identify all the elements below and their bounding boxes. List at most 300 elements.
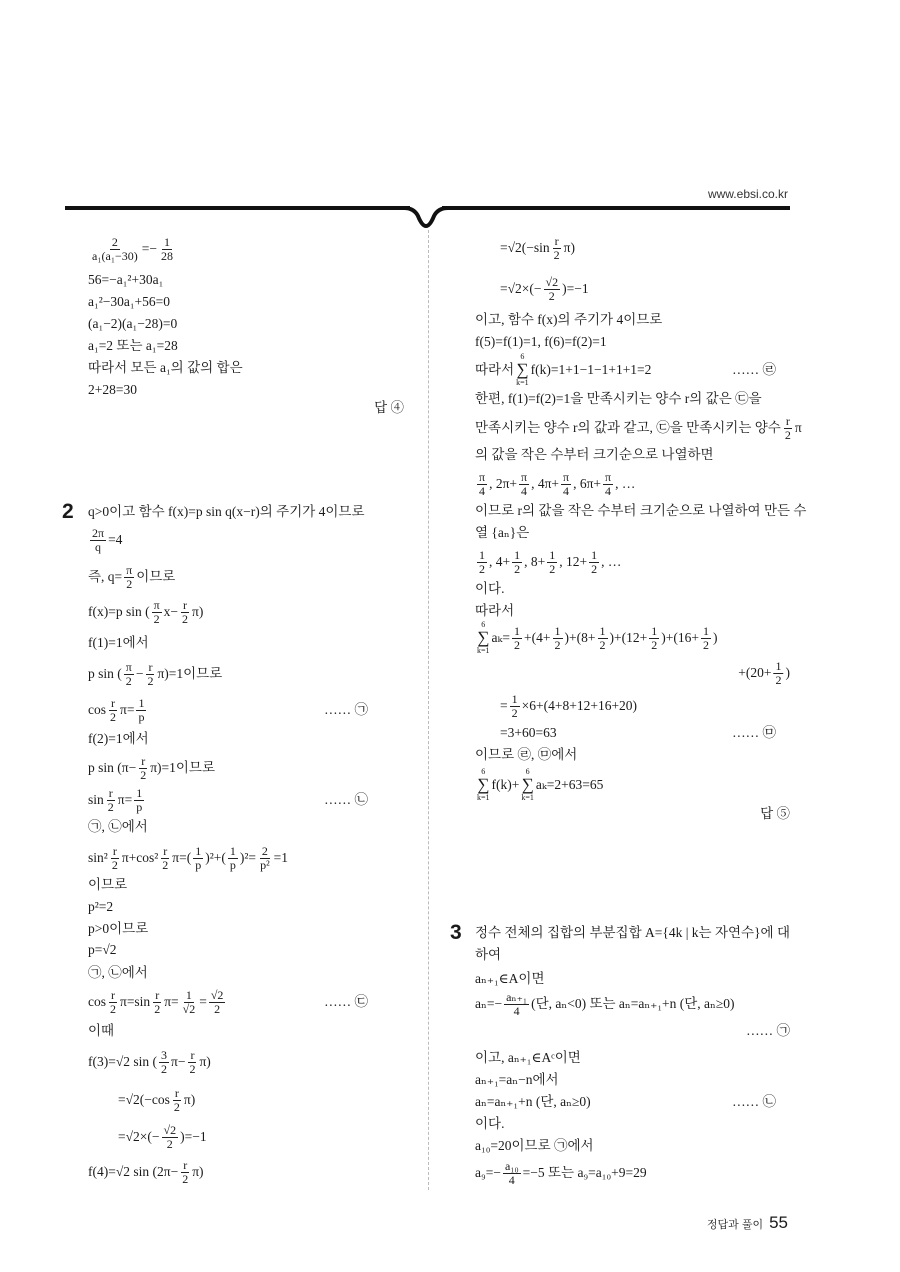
text: 이므로: [88, 877, 128, 892]
numerator: r: [112, 843, 117, 858]
text: 의 값을 작은 수부터 크기순으로 나열하면: [475, 447, 714, 462]
denominator: 2: [514, 561, 521, 576]
text: p>0이므로: [88, 921, 149, 936]
text: 이다.: [475, 581, 505, 596]
text: 답 ④: [374, 400, 404, 415]
text: ㉠, ㉡에서: [88, 819, 148, 834]
text: p sin (π−: [88, 760, 137, 775]
denominator: a₁(a₁−30): [92, 248, 138, 263]
text: =√2(−cos: [118, 1092, 170, 1107]
text: =−: [141, 241, 158, 256]
denominator: 4: [563, 483, 570, 498]
numerator: 1: [775, 658, 782, 673]
solution-line: [88, 525, 123, 554]
answer-mark: [760, 802, 790, 826]
text: …… ㉤: [732, 725, 776, 740]
summation: [521, 767, 534, 803]
solution-line: [88, 334, 178, 358]
numerator: π: [521, 469, 528, 484]
denominator: 28: [161, 248, 174, 263]
text: 답 ⑤: [760, 806, 790, 821]
solution-line: [475, 547, 622, 576]
denominator: 2: [702, 637, 709, 652]
text: f(1)=1에서: [88, 635, 149, 650]
fraction: [124, 564, 134, 591]
text: …… ㉡: [732, 1094, 776, 1109]
numerator: 1: [599, 623, 606, 638]
footer-label: 정답과 풀이: [706, 1219, 764, 1231]
text: )+(8+: [564, 630, 596, 645]
numerator: r: [108, 785, 113, 800]
summation: [477, 767, 490, 803]
text: π): [563, 240, 575, 255]
fraction: [90, 236, 140, 263]
footer: [707, 1213, 788, 1233]
text: )²+(: [205, 850, 226, 865]
text: , 4+: [489, 554, 511, 569]
solution-line: [475, 620, 718, 655]
text: , 2π+: [489, 476, 517, 491]
solution-line: [475, 521, 529, 545]
fraction: [553, 625, 563, 652]
denominator: 4: [605, 483, 612, 498]
numerator: r: [111, 695, 115, 710]
numerator: 1: [702, 623, 709, 638]
fraction: [512, 625, 522, 652]
fraction: [477, 549, 487, 576]
solution-line: [88, 631, 149, 655]
numerator: 1: [511, 691, 518, 706]
solution-line: [475, 387, 762, 411]
denominator: 2: [110, 1001, 116, 1016]
solution-line: [118, 1085, 196, 1114]
text: π=(: [172, 850, 192, 865]
fraction: [159, 236, 175, 263]
solution-line: [475, 1134, 594, 1158]
denominator: 2: [514, 637, 521, 652]
solution-line: [475, 499, 806, 523]
sum-upper: 6: [525, 767, 530, 776]
text: cos: [88, 702, 106, 717]
sigma-icon: ∑: [477, 775, 490, 794]
fraction: [209, 989, 226, 1016]
numerator: π: [605, 469, 612, 484]
numerator: π: [479, 469, 486, 484]
solution-line: [738, 658, 790, 687]
fraction: [598, 625, 608, 652]
numerator: √2: [210, 987, 224, 1002]
equation-tag: [732, 721, 776, 745]
equation-tag: [324, 788, 368, 812]
numerator: r: [163, 843, 168, 858]
numerator: π: [125, 659, 132, 674]
fraction: [547, 549, 557, 576]
denominator: 2: [548, 288, 555, 303]
denominator: p: [195, 857, 202, 872]
text: π+cos²: [121, 850, 159, 865]
solution-line: [475, 1068, 559, 1092]
denominator: √2: [182, 1001, 196, 1016]
text: )=−1: [562, 281, 589, 296]
denominator: 4: [521, 483, 528, 498]
fraction: [152, 599, 162, 626]
text: a₁₀=20이므로 ㉠에서: [475, 1138, 594, 1153]
numerator: r: [183, 1157, 188, 1172]
denominator: 2: [126, 576, 133, 591]
numerator: 1: [138, 695, 145, 710]
solution-line: [88, 234, 177, 263]
text: 따라서: [475, 362, 515, 377]
numerator: r: [155, 987, 160, 1002]
text: π)=1이므로: [157, 666, 223, 681]
denominator: 2: [479, 561, 485, 576]
text: π−: [171, 1054, 186, 1069]
text: f(x)=p sin (: [88, 604, 150, 619]
text: π): [192, 604, 204, 619]
equation-tag: [732, 358, 776, 382]
numerator: r: [554, 233, 559, 248]
denominator: 2: [162, 857, 169, 872]
header-notch: [404, 200, 448, 230]
text: +(4+: [524, 630, 551, 645]
fraction: [701, 625, 711, 652]
text: …… ㉠: [746, 1023, 790, 1038]
summation: [477, 620, 490, 656]
text: 이므로 ㉣, ㉤에서: [475, 747, 578, 762]
fraction: [108, 989, 118, 1016]
text: =√2(−sin: [500, 240, 550, 255]
text: π): [199, 1054, 211, 1069]
solution-line: [88, 987, 227, 1016]
fraction: [504, 991, 529, 1018]
text: a₁²−30a₁+56=0: [88, 294, 171, 309]
solution-line: [475, 469, 636, 498]
text: ×6+(4+8+12+16+20): [521, 698, 638, 713]
numerator: 1: [195, 843, 202, 858]
denominator: 2: [182, 1171, 189, 1186]
denominator: p: [136, 799, 143, 814]
fraction: [258, 845, 272, 872]
text: π=: [164, 994, 179, 1009]
denominator: p: [229, 857, 236, 872]
text: ㉠, ㉡에서: [88, 965, 148, 980]
text: 하여: [475, 947, 502, 962]
solution-line: [475, 308, 662, 332]
text: 만족시키는 양수 r의 값과 같고, ㉢을 만족시키는 양수: [475, 420, 781, 435]
solution-line: [88, 597, 204, 626]
text: a₁=2 또는 a₁=28: [88, 338, 178, 353]
fraction: [649, 625, 659, 652]
text: 따라서: [475, 603, 515, 618]
text: aₖ=: [491, 630, 511, 645]
solution-line: [475, 767, 604, 802]
text: …… ㉠: [324, 702, 368, 717]
text: π=: [117, 792, 133, 807]
fraction: [603, 471, 613, 498]
numerator: 1: [591, 547, 598, 562]
denominator: 2: [214, 1001, 221, 1016]
fraction: [783, 415, 793, 442]
text: , 6π+: [573, 476, 601, 491]
solution-line: [500, 691, 638, 720]
text: =: [500, 698, 508, 713]
denominator: 2: [161, 1061, 168, 1076]
answer-mark: [374, 396, 404, 420]
denominator: 2: [153, 611, 160, 626]
numerator: r: [111, 987, 115, 1002]
denominator: 2: [775, 672, 782, 687]
header-rule-left: [65, 206, 410, 210]
problem-number-3: 3: [450, 921, 462, 944]
text: f(k)+: [491, 777, 520, 792]
text: q>0이고 함수 f(x)=p sin q(x−r)의 주기가 4이므로: [88, 504, 365, 519]
text: )=−1: [180, 1129, 207, 1144]
solution-line: [88, 290, 170, 314]
numerator: 1: [514, 623, 521, 638]
fraction: [512, 549, 522, 576]
header-rule-right: [442, 206, 790, 210]
text: 이다.: [475, 1116, 505, 1131]
text: , …: [615, 476, 636, 491]
page-number: 55: [769, 1213, 788, 1232]
numerator: r: [148, 659, 153, 674]
equation-tag: [324, 990, 368, 1014]
text: f(4)=√2 sin (2π−: [88, 1164, 179, 1179]
text: p sin (: [88, 666, 122, 681]
fraction: [162, 1124, 179, 1151]
text: =4: [108, 532, 123, 547]
fraction: [561, 471, 571, 498]
text: π: [794, 420, 802, 435]
text: =3+60=63: [500, 725, 557, 740]
solution-line: [88, 659, 223, 688]
numerator: π: [126, 562, 133, 577]
numerator: 1: [136, 785, 143, 800]
denominator: 4: [513, 1003, 520, 1018]
text: π=: [120, 702, 135, 717]
denominator: 2: [166, 1136, 173, 1151]
text: 이고, aₙ₊₁∈Aᶜ이면: [475, 1050, 581, 1065]
text: (단, aₙ<0) 또는 aₙ=aₙ₊₁+n (단, aₙ≥0): [531, 996, 735, 1011]
text: 정수 전체의 집합의 부분집합 A={4k | k는 자연수}에 대: [475, 925, 791, 940]
solution-line: [475, 921, 790, 945]
denominator: 2: [511, 705, 518, 720]
fraction: [110, 845, 120, 872]
numerator: a₁₀: [504, 1158, 519, 1173]
fraction: [503, 1160, 521, 1187]
sum-upper: 6: [481, 767, 486, 776]
text: 56=−a₁²+30a₁: [88, 272, 164, 287]
denominator: 2: [554, 637, 561, 652]
solution-line: [475, 443, 714, 467]
fraction: [180, 1159, 190, 1186]
fraction: [160, 845, 170, 872]
denominator: 2: [599, 637, 606, 652]
denominator: 2: [591, 561, 598, 576]
fraction: [145, 661, 155, 688]
numerator: π: [563, 469, 570, 484]
numerator: √2: [545, 274, 559, 289]
numerator: 2: [261, 843, 268, 858]
sum-lower: k=1: [477, 793, 490, 802]
equation-tag: [746, 1019, 790, 1043]
numerator: r: [183, 597, 188, 612]
sum-lower: k=1: [477, 646, 490, 655]
text: =√2×(−: [118, 1129, 160, 1144]
sigma-icon: ∑: [516, 360, 529, 379]
column-divider: [428, 230, 429, 1190]
text: )+(16+: [661, 630, 699, 645]
solution-line: [88, 695, 148, 724]
solution-line: [475, 1158, 647, 1187]
solution-line: [475, 352, 652, 387]
text: , 12+: [559, 554, 588, 569]
fraction: [152, 989, 162, 1016]
denominator: 2: [140, 767, 147, 782]
fraction: [228, 845, 238, 872]
text: sin²: [88, 850, 108, 865]
solution-line: [88, 843, 289, 872]
denominator: 2: [110, 709, 116, 724]
text: =−5 또는 a₉=a₁₀+9=29: [522, 1165, 647, 1180]
denominator: 2: [651, 637, 658, 652]
numerator: 1: [651, 623, 658, 638]
numerator: r: [174, 1085, 179, 1100]
solution-line: [118, 1122, 207, 1151]
numerator: 2: [111, 234, 118, 249]
text: (a₁−2)(a₁−28)=0: [88, 316, 178, 331]
fraction: [108, 697, 118, 724]
denominator: 2: [549, 561, 556, 576]
text: f(5)=f(1)=1, f(6)=f(2)=1: [475, 334, 607, 349]
solution-line: [475, 743, 577, 767]
solution-line: [88, 562, 176, 591]
solution-line: [500, 274, 589, 303]
sigma-icon: ∑: [521, 775, 534, 794]
fraction: [124, 661, 134, 688]
solution-line: [88, 378, 137, 402]
solution-line: [88, 895, 113, 919]
text: =: [199, 994, 207, 1009]
text: −: [135, 666, 144, 681]
numerator: 1: [229, 843, 236, 858]
solution-line: [475, 577, 504, 601]
fraction: [187, 1049, 197, 1076]
numerator: 3: [161, 1047, 168, 1062]
solution-line: [475, 413, 802, 442]
sum-upper: 6: [520, 352, 525, 361]
solution-line: [88, 312, 177, 336]
solution-line: [88, 1019, 114, 1043]
sum-lower: k=1: [516, 378, 529, 387]
text: , …: [601, 554, 622, 569]
sum-lower: k=1: [521, 793, 534, 802]
text: π=sin: [120, 994, 151, 1009]
denominator: 2: [189, 1061, 196, 1076]
numerator: π: [153, 597, 160, 612]
numerator: r: [190, 1047, 195, 1062]
text: =√2×(−: [500, 281, 542, 296]
numerator: 1: [164, 234, 171, 249]
text: 이고, 함수 f(x)의 주기가 4이므로: [475, 312, 663, 327]
text: …… ㉡: [324, 792, 368, 807]
numerator: 1: [554, 623, 561, 638]
fraction: [544, 276, 561, 303]
fraction: [519, 471, 529, 498]
text: …… ㉢: [324, 994, 368, 1009]
denominator: 2: [173, 1099, 180, 1114]
denominator: 2: [154, 1001, 161, 1016]
text: aₙ₊₁∈A이면: [475, 971, 545, 986]
fraction: [589, 549, 599, 576]
text: aₙ₊₁=aₙ−n에서: [475, 1072, 559, 1087]
fraction: [138, 755, 148, 782]
text: f(2)=1에서: [88, 731, 149, 746]
fraction: [106, 787, 116, 814]
text: x−: [163, 604, 179, 619]
solution-line: [475, 330, 607, 354]
text: 즉, q=: [88, 569, 123, 584]
text: π): [183, 1092, 196, 1107]
text: ): [785, 665, 790, 680]
solution-line: [88, 1047, 211, 1076]
text: =1: [273, 850, 289, 865]
denominator: 4: [479, 483, 486, 498]
denominator: 2: [553, 247, 560, 262]
denominator: 2: [111, 857, 118, 872]
solution-line: [88, 356, 243, 380]
text: aₙ=−: [475, 996, 503, 1011]
fraction: [159, 1049, 169, 1076]
solution-line: [88, 268, 163, 292]
text: p²=2: [88, 899, 114, 914]
solution-line: [475, 1090, 591, 1114]
text: 열 {aₙ}은: [475, 525, 530, 540]
fraction: [477, 471, 487, 498]
solution-line: [475, 989, 735, 1018]
solution-line: [475, 967, 545, 991]
solution-line: [88, 961, 148, 985]
problem-number-2: 2: [62, 500, 74, 523]
text: 이때: [88, 1023, 115, 1038]
fraction: [193, 845, 203, 872]
text: p=√2: [88, 942, 117, 957]
denominator: 2: [784, 427, 791, 442]
denominator: p: [138, 709, 145, 724]
solution-line: [88, 753, 215, 782]
text: , 4π+: [531, 476, 559, 491]
text: sin: [88, 792, 104, 807]
solution-line: [88, 500, 365, 524]
numerator: r: [785, 413, 790, 428]
text: aₙ=aₙ₊₁+n (단, aₙ≥0): [475, 1094, 591, 1109]
solution-line: [475, 1112, 504, 1136]
solution-line: [88, 785, 146, 814]
text: f(3)=√2 sin (: [88, 1054, 158, 1069]
fraction: [90, 527, 106, 554]
fraction: [774, 660, 784, 687]
denominator: q: [95, 539, 102, 554]
numerator: 1: [514, 547, 521, 562]
text: π)=1이므로: [150, 760, 215, 775]
text: …… ㉣: [732, 362, 776, 377]
fraction: [552, 235, 562, 262]
numerator: r: [141, 753, 146, 768]
numerator: 1: [479, 547, 485, 562]
fraction: [510, 693, 520, 720]
text: a₉=−: [475, 1165, 501, 1180]
text: π): [192, 1164, 204, 1179]
